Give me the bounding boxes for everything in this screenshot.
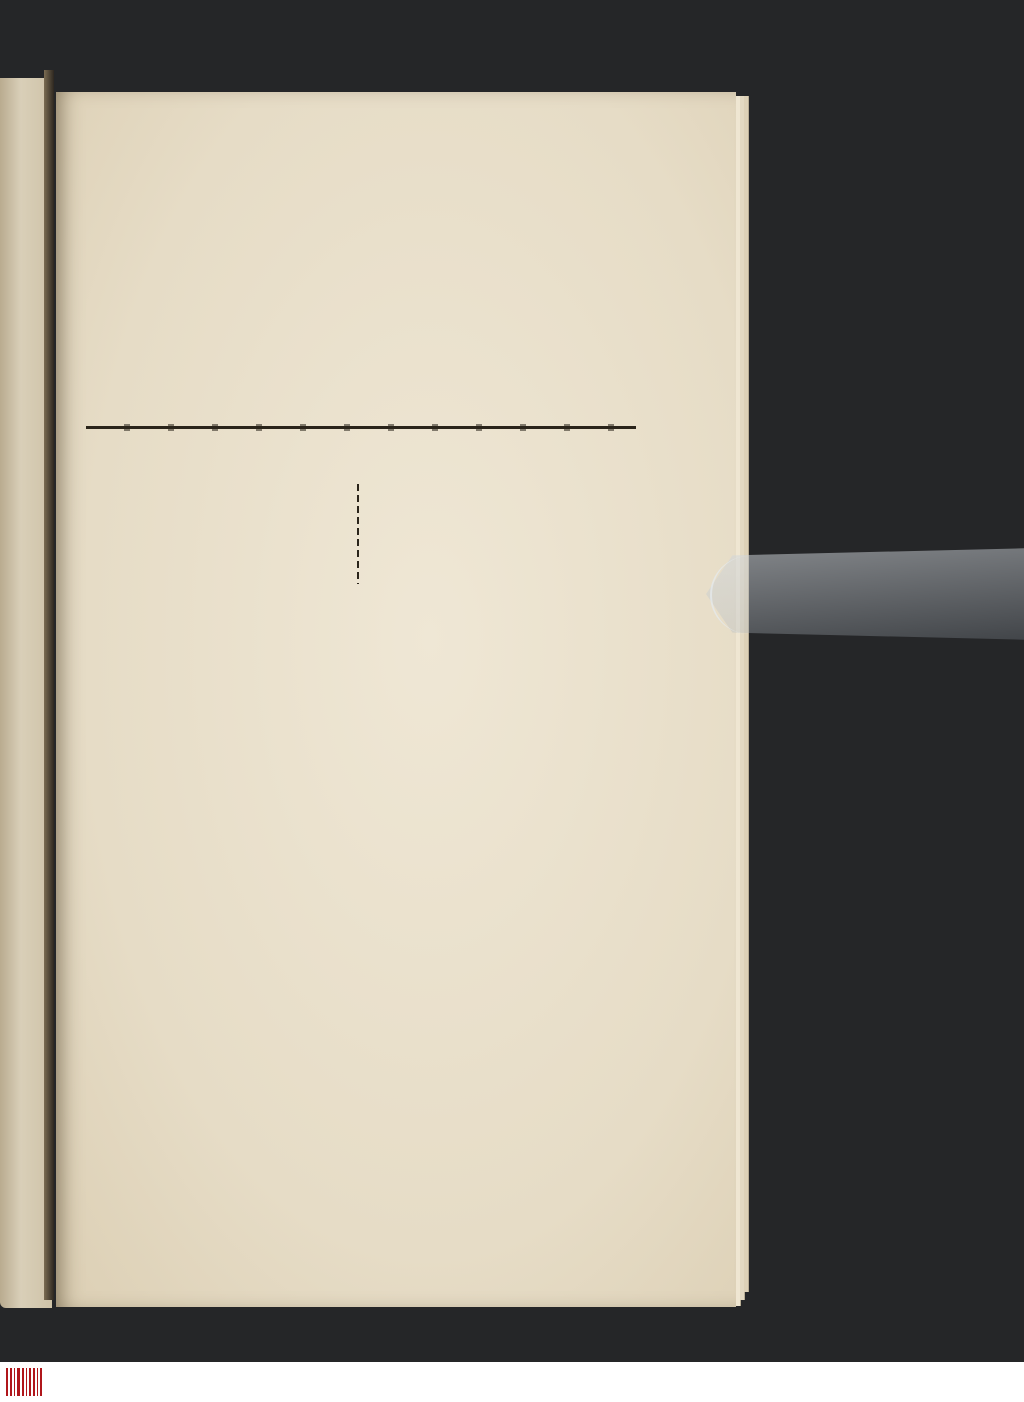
catchword — [600, 1162, 660, 1185]
book-spine — [44, 70, 54, 1300]
hab-barcode-logo — [6, 1368, 42, 1396]
section-rule — [86, 426, 636, 429]
glass-book-weight — [706, 548, 1024, 640]
index-divider — [357, 484, 359, 584]
book-page — [56, 92, 736, 1307]
footer-bar — [0, 1362, 1024, 1402]
page-stack-edge — [744, 96, 749, 1292]
